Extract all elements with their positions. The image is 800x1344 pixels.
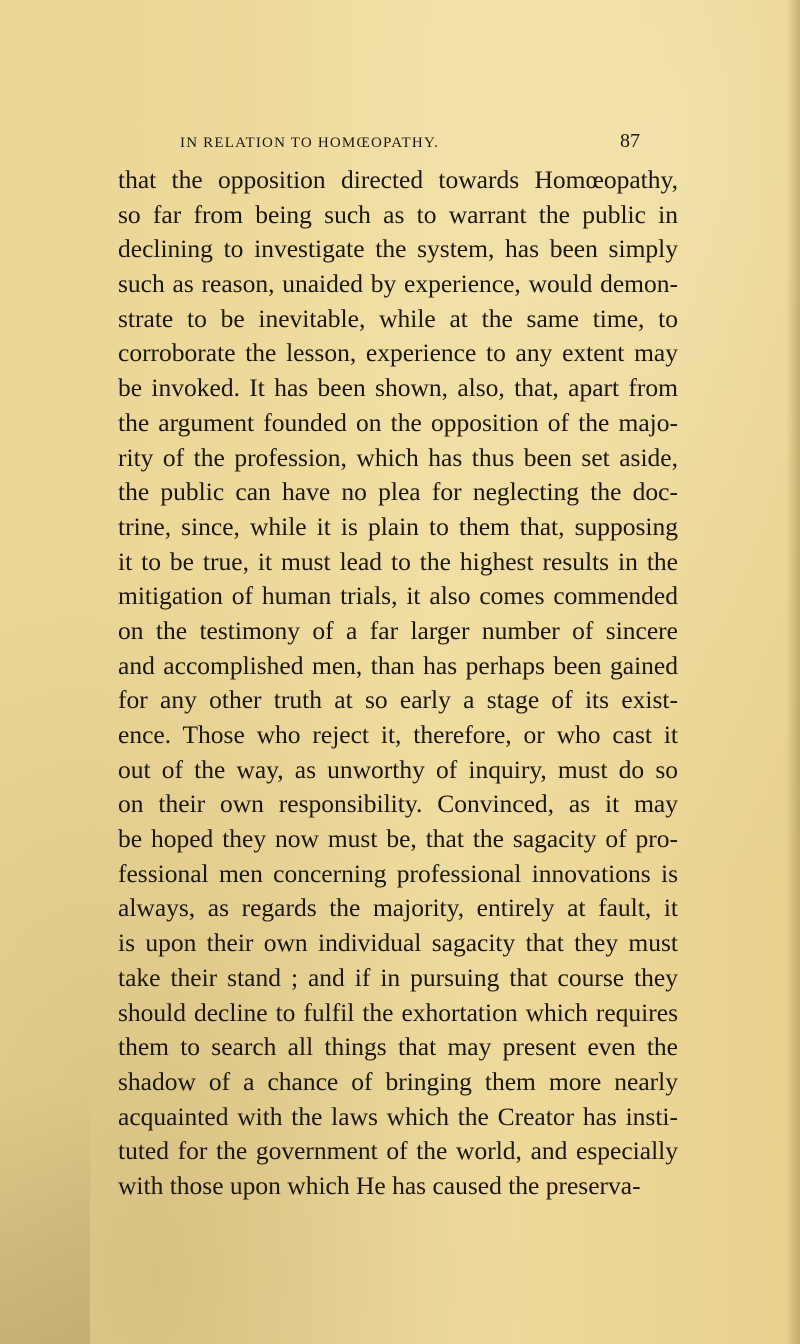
text-line: ence. Those who reject it, therefore, or who cast it — [118, 720, 678, 749]
text-line: shadow of a chance of bringing them more nearly — [118, 1066, 678, 1096]
page-number: 87 — [620, 130, 640, 152]
text-line: on their own responsibility. Convinced, as it may — [118, 789, 678, 819]
text-line: so far from being such as to warrant the public in — [118, 199, 678, 229]
text-line: is upon their own individual sagacity that they must — [118, 928, 678, 958]
text-line: declining to investigate the system, has been simply — [118, 234, 678, 264]
text-line: strate to be inevitable, while at the same time, to — [118, 303, 678, 333]
running-title: IN RELATION TO HOMŒOPATHY. — [180, 135, 440, 151]
text-line: acquainted with the laws which the Creator has insti- — [118, 1101, 678, 1131]
text-line: tuted for the government of the world, and especially — [118, 1136, 678, 1166]
text-line: and accomplished men, than has perhaps been gained — [118, 650, 678, 680]
text-line: on the testimony of a far larger number of sincere — [118, 615, 678, 645]
text-line: take their stand ; and if in pursuing that course they — [118, 962, 678, 992]
text-line: mitigation of human trials, it also comes commended — [118, 581, 678, 611]
text-line: be hoped they now must be, that the sagacity of pro- — [118, 824, 678, 854]
text-line: that the opposition directed towards Homœopathy, — [118, 165, 678, 194]
text-line: should decline to fulfil the exhortation which requires — [118, 997, 678, 1027]
text-line: trine, since, while it is plain to them that, supposing — [118, 511, 678, 541]
page-edge-shadow — [786, 0, 800, 1344]
text-line: always, as regards the majority, entirely at fault, it — [118, 893, 678, 923]
text-line: rity of the profession, which has thus been set aside, — [118, 442, 678, 472]
text-line: for any other truth at so early a stage of its exist- — [118, 685, 678, 715]
text-line: the public can have no plea for neglecting the doc- — [118, 477, 678, 507]
text-line: out of the way, as unworthy of inquiry, must do so — [118, 754, 678, 784]
page-corner-shadow — [0, 1084, 90, 1344]
text-line: it to be true, it must lead to the highest results in the — [118, 546, 678, 576]
body-paragraph — [118, 163, 678, 1204]
text-line: corroborate the lesson, experience to any extent may — [118, 338, 678, 368]
text-line: with those upon which He has caused the preserva- — [118, 1170, 641, 1200]
running-header — [180, 130, 650, 159]
text-line: fessional men concerning professional innovations is — [118, 858, 678, 888]
text-line: them to search all things that may present even the — [118, 1032, 678, 1062]
text-line: such as reason, unaided by experience, would demon- — [118, 269, 678, 299]
text-line: the argument founded on the opposition of the majo- — [118, 407, 678, 437]
text-line: be invoked. It has been shown, also, that, apart from — [118, 373, 678, 403]
